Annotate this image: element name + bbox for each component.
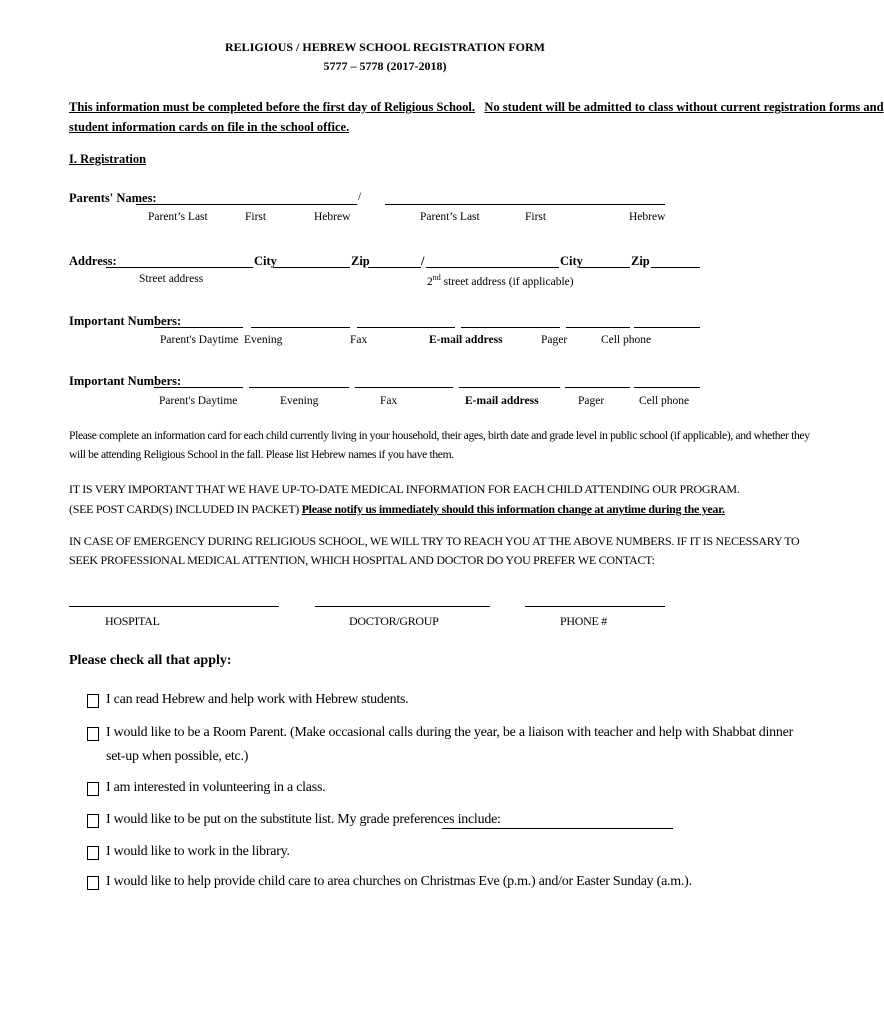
- check-item-library: I would like to work in the library.: [106, 844, 290, 859]
- evening-caption-2: Evening: [280, 395, 319, 407]
- fax-caption-1: Fax: [350, 334, 368, 346]
- grade-preferences-field[interactable]: [442, 828, 673, 829]
- email-caption-2: E-mail address: [465, 395, 539, 407]
- zip-field-2[interactable]: [651, 267, 700, 268]
- fax-field-1[interactable]: [357, 327, 455, 328]
- pager-caption-2: Pager: [578, 395, 605, 407]
- city-label-2: City: [560, 254, 583, 268]
- parent2-last-caption: Parent’s Last: [420, 211, 480, 223]
- street-address-caption: Street address: [139, 273, 204, 285]
- second-street-suffix: nd: [432, 273, 441, 282]
- notice-line-1: [69, 100, 884, 115]
- parent1-last-caption: Parent’s Last: [148, 211, 208, 223]
- medical-notify-note: Please notify us immediately should this information change at anytime during the year.: [301, 502, 725, 516]
- checkbox-child-care[interactable]: [87, 876, 99, 890]
- parent1-first-caption: First: [245, 211, 267, 223]
- evening-phone-field-2[interactable]: [249, 387, 349, 388]
- check-item-substitute-list: I would like to be put on the substitute list. My grade preferences include:: [106, 812, 501, 827]
- parents-separator: /: [358, 191, 362, 203]
- email-field-1[interactable]: [461, 327, 560, 328]
- hospital-field[interactable]: [69, 606, 279, 607]
- second-street-caption: [427, 273, 574, 288]
- doctor-field[interactable]: [315, 606, 490, 607]
- checkbox-library[interactable]: [87, 846, 99, 860]
- check-item-child-care: I would like to help provide child care to area churches on Christmas Eve (p.m.) and/or Easter Sunday (a.m.).: [106, 874, 692, 889]
- notice-line-2: student information cards on file in the school office.: [69, 120, 350, 134]
- cell-phone-field-2[interactable]: [634, 387, 700, 388]
- checkbox-volunteer-class[interactable]: [87, 782, 99, 796]
- notice-admission: No student will be admitted to class without current registration forms and: [484, 100, 884, 114]
- address-separator: /: [421, 254, 425, 268]
- checkbox-substitute-list[interactable]: [87, 814, 99, 828]
- medical-line-1: IT IS VERY IMPORTANT THAT WE HAVE UP-TO-DATE MEDICAL INFORMATION FOR EACH CHILD ATTENDING OUR PROGRAM.: [69, 482, 740, 496]
- checklist-heading: Please check all that apply:: [69, 653, 232, 668]
- phone-field[interactable]: [525, 606, 665, 607]
- fax-field-2[interactable]: [355, 387, 453, 388]
- daytime-phone-field-2[interactable]: [154, 387, 243, 388]
- parent2-first-caption: First: [525, 211, 547, 223]
- check-item-hebrew-reader: I can read Hebrew and help work with Hebrew students.: [106, 692, 409, 707]
- form-school-year: 5777 – 5778 (2017-2018): [323, 59, 447, 73]
- city-field-2[interactable]: [579, 267, 630, 268]
- emergency-line-1: IN CASE OF EMERGENCY DURING RELIGIOUS SCHOOL, WE WILL TRY TO REACH YOU AT THE ABOVE NUMBERS. IF IT IS NECESSARY TO: [69, 534, 800, 548]
- address-label: Address:: [69, 254, 117, 268]
- phone-caption: PHONE #: [560, 614, 607, 628]
- medical-postcard-note: (SEE POST CARD(S) INCLUDED IN PACKET): [69, 502, 299, 516]
- daytime-caption-1: Parent's Daytime: [160, 334, 239, 346]
- section-heading-registration: I. Registration: [69, 152, 147, 166]
- info-card-line-2: will be attending Religious School in the fall. Please list Hebrew names if you have them.: [69, 448, 454, 461]
- zip-label-2: Zip: [631, 254, 650, 268]
- important-numbers-label-2: Important Numbers:: [69, 374, 182, 388]
- city-label-1: City: [254, 254, 277, 268]
- check-item-room-parent-1: I would like to be a Room Parent. (Make occasional calls during the year, be a liaison with teacher and help with Shabbat dinner: [106, 725, 794, 740]
- doctor-caption: DOCTOR/GROUP: [349, 614, 439, 628]
- evening-phone-field-1[interactable]: [251, 327, 350, 328]
- check-item-room-parent-2: set-up when possible, etc.): [106, 749, 249, 764]
- parent1-hebrew-caption: Hebrew: [314, 211, 351, 223]
- street-address-2-field[interactable]: [426, 267, 559, 268]
- parent2-hebrew-caption: Hebrew: [629, 211, 666, 223]
- evening-caption-1: Evening: [244, 334, 283, 346]
- pager-field-2[interactable]: [565, 387, 630, 388]
- fax-caption-2: Fax: [380, 395, 398, 407]
- second-street-text: street address (if applicable): [443, 275, 574, 288]
- cell-phone-field-1[interactable]: [634, 327, 700, 328]
- street-address-field[interactable]: [106, 267, 253, 268]
- check-item-volunteer-class: I am interested in volunteering in a class.: [106, 780, 326, 795]
- checkbox-room-parent[interactable]: [87, 727, 99, 741]
- cell-caption-1: Cell phone: [601, 334, 652, 346]
- important-numbers-label-1: Important Numbers:: [69, 314, 182, 328]
- emergency-line-2: SEEK PROFESSIONAL MEDICAL ATTENTION, WHICH HOSPITAL AND DOCTOR DO YOU PREFER WE CONTACT:: [69, 553, 655, 567]
- email-field-2[interactable]: [459, 387, 560, 388]
- daytime-phone-field-1[interactable]: [154, 327, 243, 328]
- daytime-caption-2: Parent's Daytime: [159, 395, 238, 407]
- hospital-caption: HOSPITAL: [105, 614, 160, 628]
- pager-field-1[interactable]: [566, 327, 630, 328]
- checkbox-hebrew-reader[interactable]: [87, 694, 99, 708]
- form-title: RELIGIOUS / HEBREW SCHOOL REGISTRATION FORM: [225, 40, 545, 54]
- pager-caption-1: Pager: [541, 334, 568, 346]
- second-street-number: 2: [427, 275, 433, 288]
- email-caption-1: E-mail address: [429, 334, 503, 346]
- notice-deadline: This information must be completed before the first day of Religious School.: [69, 100, 476, 114]
- parent2-name-field[interactable]: [385, 204, 665, 205]
- parent1-name-field[interactable]: [136, 204, 357, 205]
- zip-field-1[interactable]: [368, 267, 421, 268]
- parents-names-label-text: Parents' Names:: [69, 191, 157, 205]
- info-card-line-1: Please complete an information card for each child currently living in your household, their ages, birth date and grade level in public school (if applicable), and whether they: [69, 429, 810, 442]
- medical-line-2: [69, 502, 725, 517]
- cell-caption-2: Cell phone: [639, 395, 690, 407]
- zip-label-1: Zip: [351, 254, 370, 268]
- city-field-1[interactable]: [273, 267, 350, 268]
